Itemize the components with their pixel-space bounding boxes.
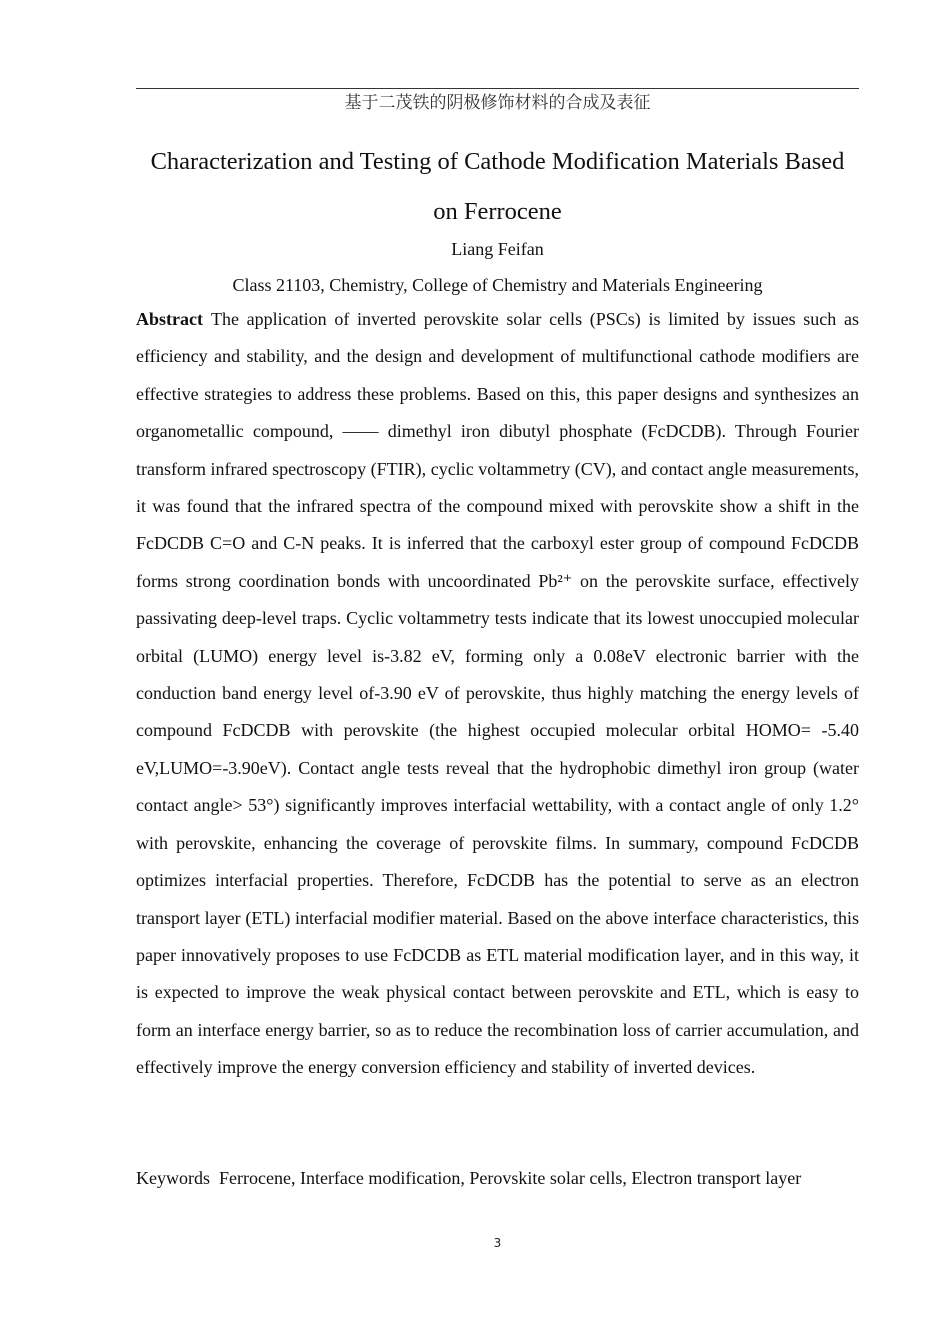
abstract	[136, 301, 859, 1087]
author-name: Liang Feifan	[451, 239, 544, 259]
abstract-text: The application of inverted perovskite solar cells (PSCs) is limited by issues such as efficiency and stability, and the design and development of multifunctional cathode modifiers are effective strategies to address these problems. Based on this, this paper designs and synthesizes an organometallic compound, —— dimethyl iron dibutyl phosphate (FcDCDB). Through Fourier transform infrared spectroscopy (FTIR), cyclic voltammetry (CV), and contact angle measurements, it was found that the infrared spectra of the compound mixed with perovskite show a shift in the FcDCDB C=O and C-N peaks. It is inferred that the carboxyl ester group of compound FcDCDB forms strong coordination bonds with uncoordinated Pb²⁺ on the perovskite surface, effectively passivating deep-level traps. Cyclic voltammetry tests indicate that its lowest unoccupied molecular orbital (LUMO) energy level is-3.82 eV, forming only a 0.08eV electronic barrier with the conduction band energy level of-3.90 eV of perovskite, thus highly matching the energy levels of compound FcDCDB with perovskite (the highest occupied molecular orbital HOMO= -5.40 eV,LUMO=-3.90eV). Contact angle tests reveal that the hydrophobic dimethyl iron group (water contact angle> 53°) significantly improves interfacial wettability, with a contact angle of only 1.2° with perovskite, enhancing the coverage of perovskite films. In summary, compound FcDCDB optimizes interfacial properties. Therefore, FcDCDB has the potential to serve as an electron transport layer (ETL) interfacial modifier material. Based on the above interface characteristics, this paper innovatively proposes to use FcDCDB as ETL material modification layer, and in this way, it is expected to improve the weak physical contact between perovskite and ETL, which is easy to form an interface energy barrier, so as to reduce the recombination loss of carrier accumulation, and effectively improve the energy conversion efficiency and stability of inverted devices.	[136, 309, 859, 1078]
header-rule	[136, 88, 859, 89]
keywords	[136, 1165, 859, 1191]
abstract-label: Abstract	[136, 309, 203, 329]
keywords-text: Ferrocene, Interface modification, Perovskite solar cells, Electron transport layer	[219, 1168, 802, 1188]
running-header: 基于二茂铁的阴极修饰材料的合成及表征	[344, 93, 651, 113]
author-affiliation: Class 21103, Chemistry, College of Chemistry and Materials Engineering	[232, 275, 763, 295]
page-number: 3	[493, 1236, 502, 1250]
keywords-label: Keywords	[136, 1168, 210, 1188]
paper-title: Characterization and Testing of Cathode Modification Materials Based on Ferrocene	[150, 148, 845, 225]
